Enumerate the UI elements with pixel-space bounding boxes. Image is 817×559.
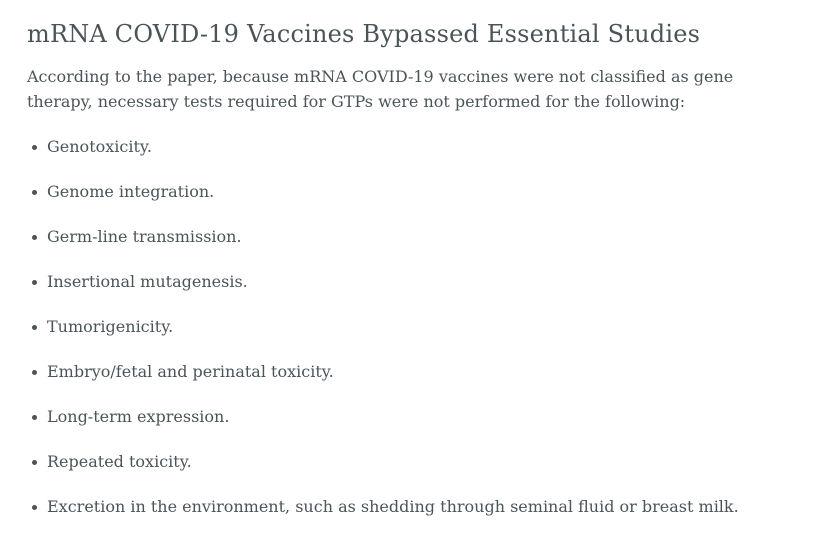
bullet-icon xyxy=(32,505,37,510)
list-item xyxy=(27,404,797,429)
list-item-text: Embryo/fetal and perinatal toxicity. xyxy=(47,362,334,381)
list-item xyxy=(27,449,797,474)
list-item-text: Genotoxicity. xyxy=(47,137,152,156)
bullet-icon xyxy=(32,145,37,150)
list-item-text: Excretion in the environment, such as shedding through seminal fluid or breast milk. xyxy=(47,497,739,516)
bullet-icon xyxy=(32,325,37,330)
list-item xyxy=(27,179,797,204)
list-item xyxy=(27,359,797,384)
list-item-text: Germ-line transmission. xyxy=(47,227,242,246)
article-intro: According to the paper, because mRNA COVID-19 vaccines were not classified as gene therapy, necessary tests required for GTPs were not performed for the following: xyxy=(27,67,734,111)
bullet-icon xyxy=(32,235,37,240)
article xyxy=(27,18,797,539)
bullet-icon xyxy=(32,460,37,465)
bullet-icon xyxy=(32,415,37,420)
bullet-icon xyxy=(32,370,37,375)
list-item xyxy=(27,494,797,519)
bullet-icon xyxy=(32,190,37,195)
list-item-text: Repeated toxicity. xyxy=(47,452,192,471)
bullet-icon xyxy=(32,280,37,285)
list-item xyxy=(27,269,797,294)
study-list xyxy=(27,134,797,519)
list-item xyxy=(27,224,797,249)
list-item-text: Long-term expression. xyxy=(47,407,230,426)
list-item-text: Genome integration. xyxy=(47,182,215,201)
list-item xyxy=(27,134,797,159)
list-item-text: Insertional mutagenesis. xyxy=(47,272,248,291)
article-title: mRNA COVID-19 Vaccines Bypassed Essential Studies xyxy=(27,20,701,48)
list-item-text: Tumorigenicity. xyxy=(47,317,174,336)
list-item xyxy=(27,314,797,339)
